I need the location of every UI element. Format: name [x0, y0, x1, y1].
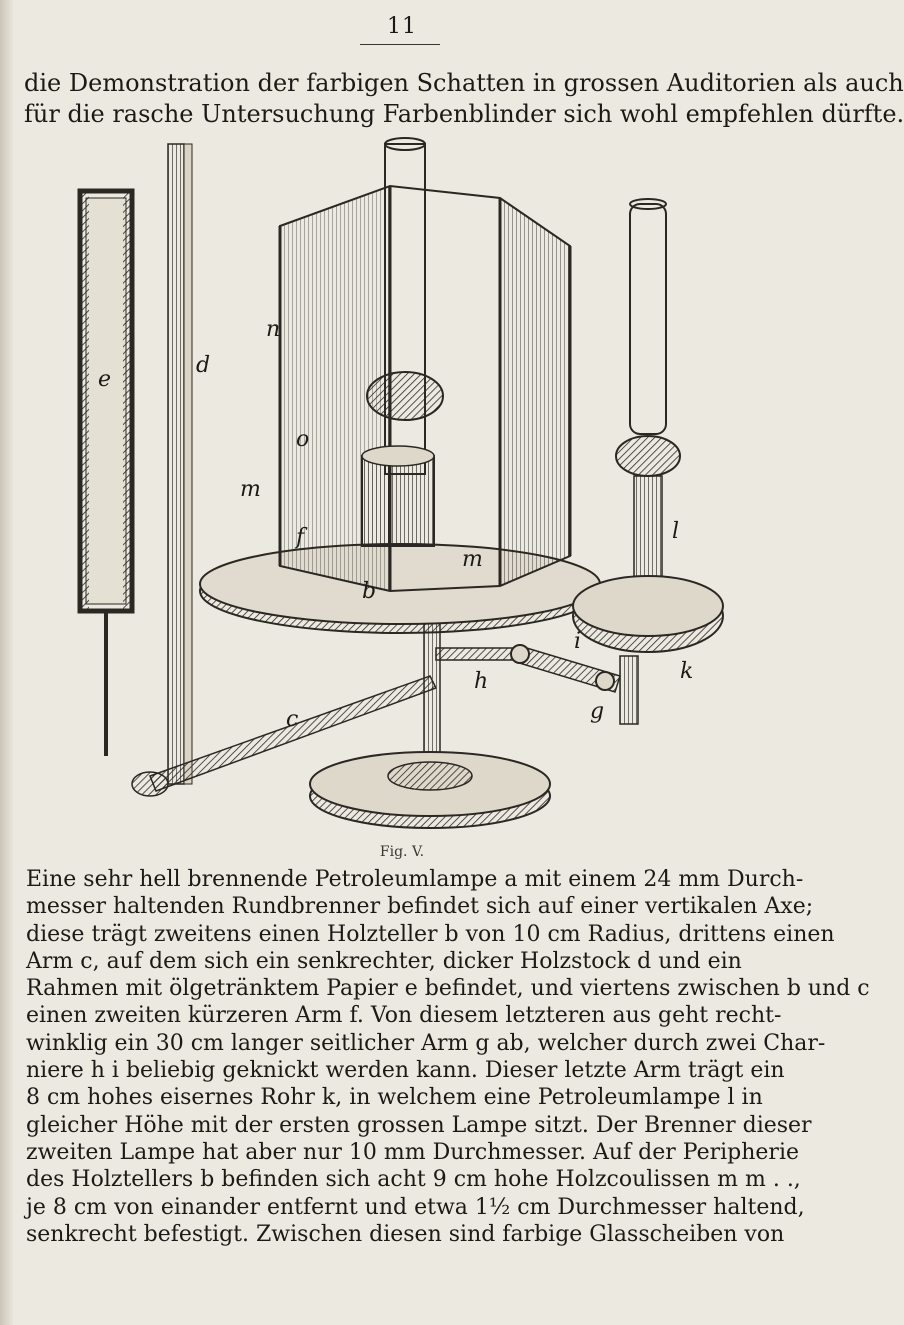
intro-line: die Demonstration der farbigen Schatten in grossen Auditorien als auch: [24, 69, 904, 97]
paper-frame-e: [80, 191, 132, 756]
label-b: b: [362, 579, 377, 604]
apparatus-illustration: [100, 136, 710, 841]
label-m-right: m: [462, 547, 483, 572]
body-line: je 8 cm von einander entfernt und etwa 1½ cm Durchmesser haltend,: [26, 1194, 805, 1220]
body-line: des Holztellers b befinden sich acht 9 cm hohe Holzcoulissen m m . .,: [26, 1167, 801, 1193]
body-line: einen zweiten kürzeren Arm f. Von diesem letzteren aus geht recht-: [26, 1003, 782, 1029]
label-k: k: [680, 659, 694, 684]
label-i: i: [574, 629, 582, 654]
label-g: g: [590, 699, 605, 724]
page-edge-shadow: [0, 0, 14, 1325]
page-number: 11: [387, 14, 417, 39]
figure-caption: Fig. V.: [379, 844, 425, 860]
label-h: h: [474, 669, 489, 694]
body-line: gleicher Höhe mit der ersten grossen Lampe sitzt. Der Brenner dieser: [26, 1112, 812, 1138]
body-line: zweiten Lampe hat aber nur 10 mm Durchmesser. Auf der Peripherie: [26, 1139, 799, 1165]
arm-g-with-hinges: [436, 645, 638, 724]
body-line: Arm c, auf dem sich ein senkrechter, dicker Holzstock d und ein: [26, 948, 742, 974]
label-n: n: [266, 317, 281, 342]
label-d: d: [196, 353, 211, 378]
label-m-left: m: [240, 477, 261, 502]
round-base: [310, 752, 550, 828]
petroleum-lamp-l: [573, 199, 723, 652]
body-paragraph: [26, 866, 870, 1248]
label-e: e: [98, 367, 112, 392]
intro-paragraph: [24, 68, 904, 130]
body-line: 8 cm hohes eisernes Rohr k, in welchem eine Petroleumlampe l in: [26, 1085, 763, 1111]
intro-line: für die rasche Untersuchung Farbenblinder sich wohl empfehlen dürfte.: [24, 100, 904, 128]
body-line: messer haltenden Rundbrenner befindet sich auf einer vertikalen Axe;: [26, 894, 814, 920]
body-line: senkrecht befestigt. Zwischen diesen sind farbige Glasscheiben von: [26, 1221, 785, 1247]
label-o: o: [296, 427, 310, 452]
body-line: diese trägt zweitens einen Holzteller b von 10 cm Radius, drittens einen: [26, 921, 835, 947]
wooden-stick-d: [168, 144, 192, 784]
label-l: l: [672, 519, 680, 544]
body-line: Eine sehr hell brennende Petroleumlampe a mit einem 24 mm Durch-: [26, 867, 804, 892]
label-c: c: [286, 707, 299, 732]
body-line: niere h i beliebig geknickt werden kann. Dieser letzte Arm trägt ein: [26, 1058, 785, 1084]
body-line: Rahmen mit ölgetränktem Papier e befindet, und viertens zwischen b und c: [26, 976, 870, 1002]
page-number-rule: [360, 44, 440, 45]
label-f: f: [296, 525, 305, 550]
body-line: winklig ein 30 cm langer seitlicher Arm g ab, welcher durch zwei Char-: [26, 1030, 826, 1056]
